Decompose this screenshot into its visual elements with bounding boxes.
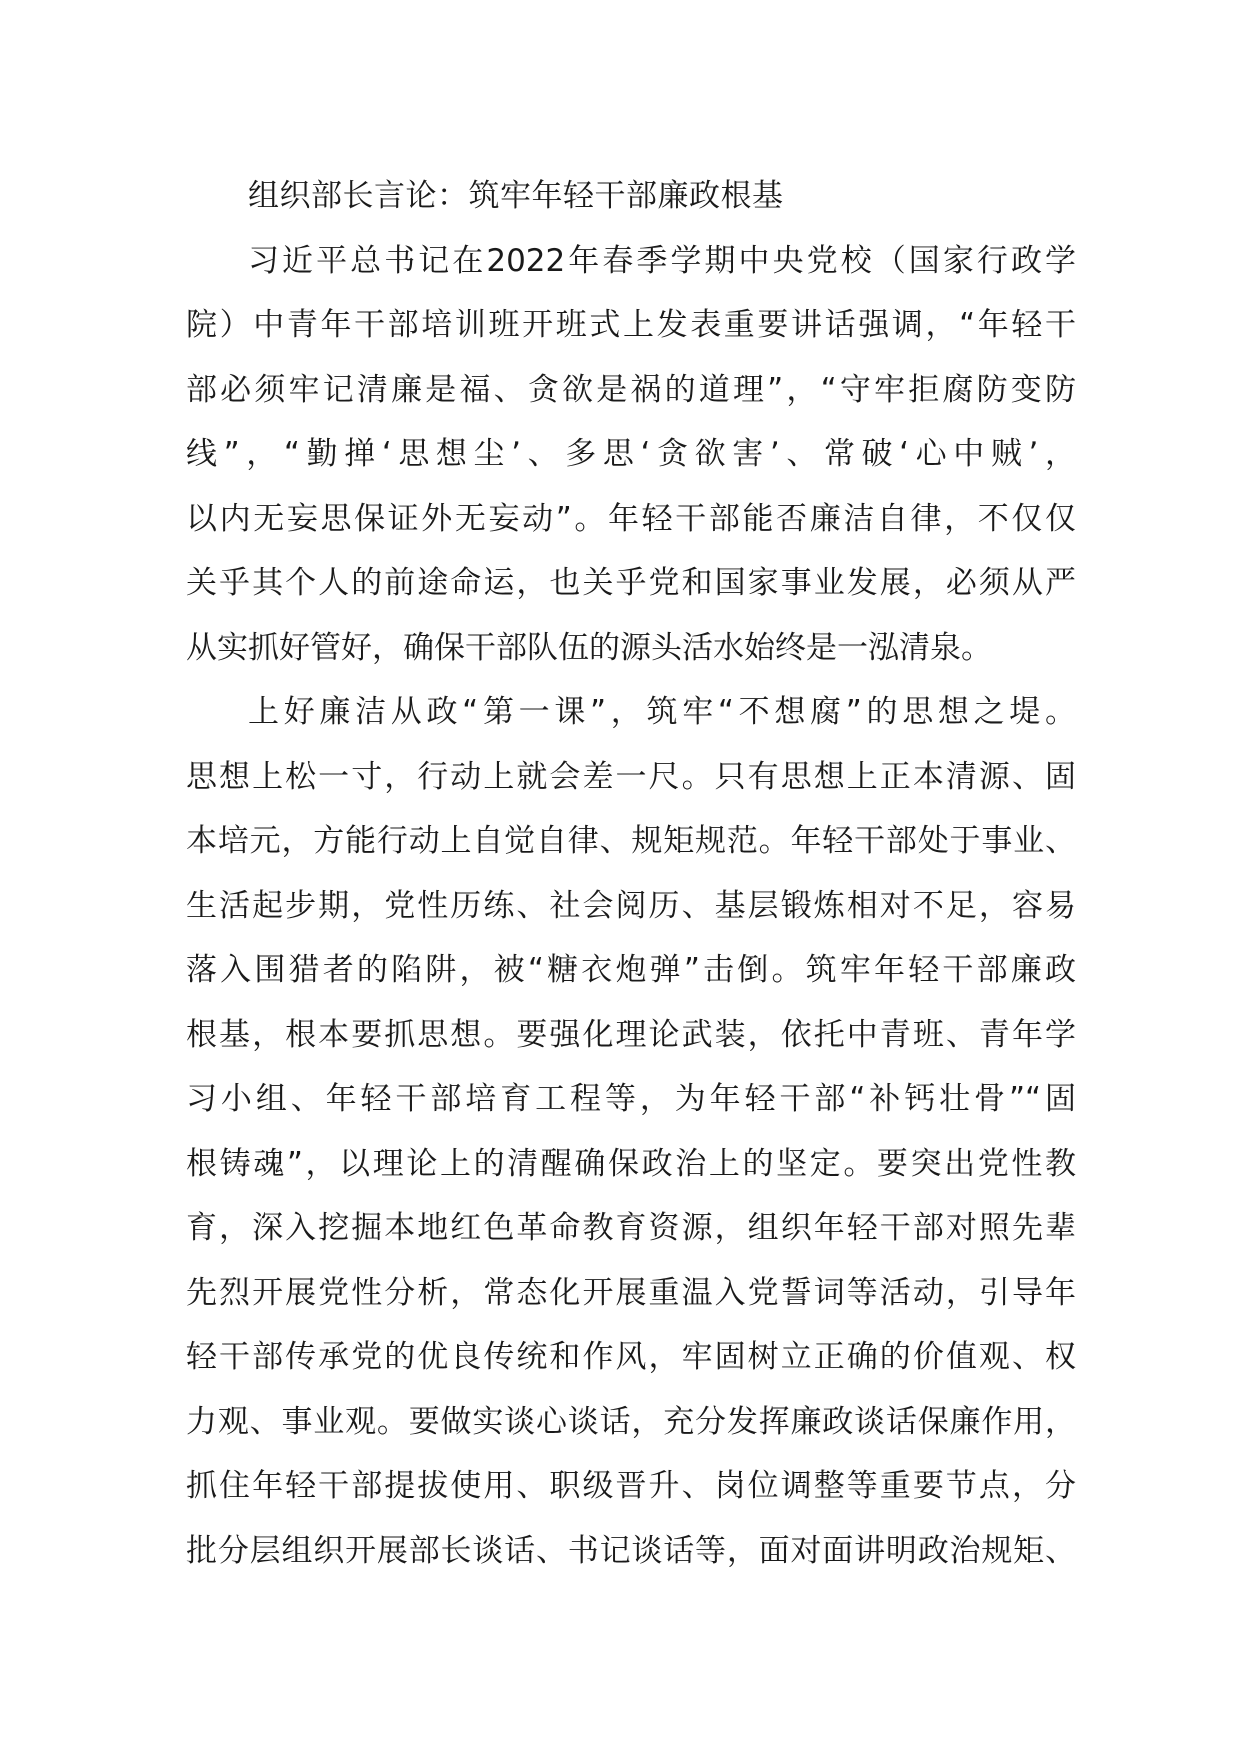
paragraph-line: 先烈开展党性分析，常态化开展重温入党誓词等活动，引导年	[186, 1274, 1076, 1311]
paragraph-1	[186, 229, 1076, 681]
paragraph-line: 院）中青年干部培训班开班式上发表重要讲话强调，“年轻干	[186, 307, 1076, 343]
paragraph-line: 从实抓好管好，确保干部队伍的源头活水始终是一泓清泉。	[186, 629, 992, 666]
paragraph-line: 落入围猎者的陷阱，被“糖衣炮弹”击倒。筑牢年轻干部廉政	[186, 952, 1076, 988]
paragraph-2	[186, 680, 1076, 1583]
paragraph-line: 关乎其个人的前途命运，也关乎党和国家事业发展，必须从严	[186, 565, 1076, 601]
paragraph-line: 根基，根本要抓思想。要强化理论武装，依托中青班、青年学	[186, 1016, 1076, 1053]
document-body	[186, 164, 1076, 1583]
paragraph-line: 本培元，方能行动上自觉自律、规矩规范。年轻干部处于事业、	[186, 823, 1076, 859]
paragraph-line: 习小组、年轻干部培育工程等，为年轻干部“补钙壮骨”“固	[186, 1081, 1076, 1117]
paragraph-line: 轻干部传承党的优良传统和作风，牢固树立正确的价值观、权	[186, 1339, 1076, 1375]
paragraph-line: 抓住年轻干部提拔使用、职级晋升、岗位调整等重要节点，分	[186, 1468, 1076, 1504]
paragraph-line: 以内无妄思保证外无妄动”。年轻干部能否廉洁自律，不仅仅	[186, 500, 1076, 537]
paragraph-line: 根铸魂”，以理论上的清醒确保政治上的坚定。要突出党性教	[186, 1145, 1076, 1182]
paragraph-line: 批分层组织开展部长谈话、书记谈话等，面对面讲明政治规矩、	[186, 1532, 1076, 1569]
paragraph-line: 上好廉洁从政“第一课”，筑牢“不想腐”的思想之堤。	[248, 694, 1076, 730]
paragraph-line: 生活起步期，党性历练、社会阅历、基层锻炼相对不足，容易	[186, 887, 1076, 924]
document-title: 组织部长言论：筑牢年轻干部廉政根基	[248, 178, 784, 214]
paragraph-line: 部必须牢记清廉是福、贪欲是祸的道理”，“守牢拒腐防变防	[186, 371, 1076, 408]
paragraph-line: 力观、事业观。要做实谈心谈话，充分发挥廉政谈话保廉作用，	[186, 1403, 1076, 1440]
paragraph-line: 育，深入挖掘本地红色革命教育资源，组织年轻干部对照先辈	[186, 1210, 1076, 1246]
paragraph-line: 思想上松一寸，行动上就会差一尺。只有思想上正本清源、固	[186, 758, 1076, 795]
paragraph-line: 习近平总书记在2022年春季学期中央党校（国家行政学	[248, 242, 1076, 279]
paragraph-line: 线”，“勤掸‘思想尘’、多思‘贪欲害’、常破‘心中贼’，	[186, 436, 1076, 472]
